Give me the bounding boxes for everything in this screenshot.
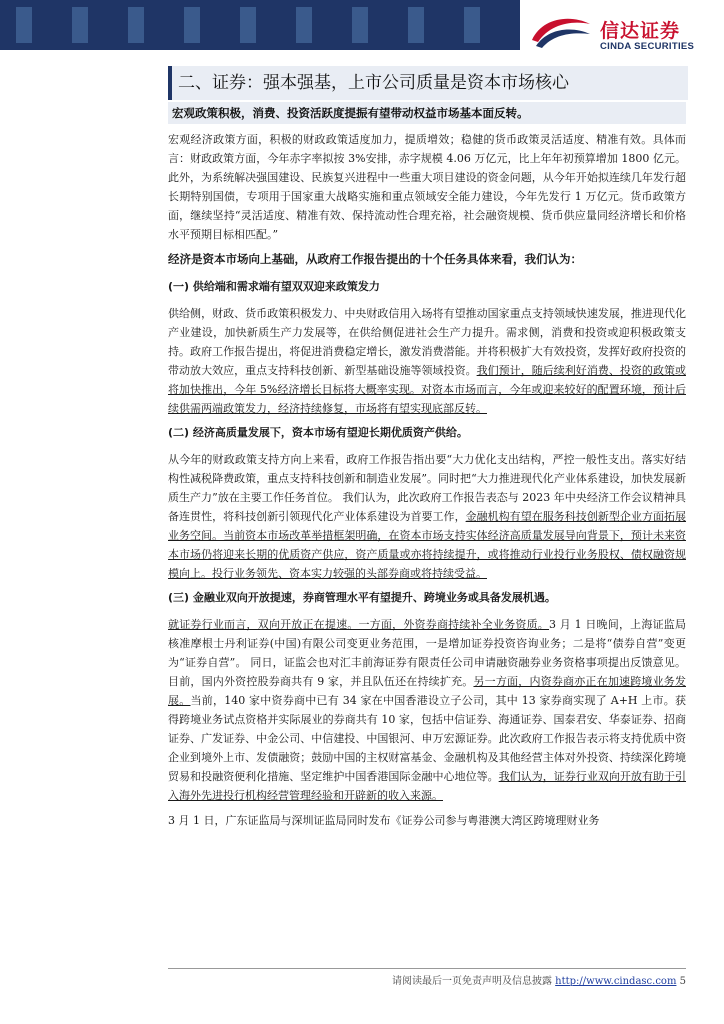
header-band-block: [184, 7, 200, 43]
footer-disclaimer: 请阅读最后一页免责声明及信息披露: [391, 976, 552, 987]
cinda-logo: [528, 14, 718, 54]
paragraph-text: 当前，140 家中资券商中已有 34 家在中国香港设立子公司，其中 13 家券商实现了 A+H 上市。获得跨境业务试点资格并实际展业的券商共有 10 家，包括中信证券、海通证券、国泰君安、华泰证券、招商证券、广发证券、中金公司、中信建投、中国银河、申万宏源证券。此次政府工作报告表示将支持优质中资企业到境外上市、发债融资；鼓励中国的主权财富基金、金融机构及其他经营主体对外投资、持续深化跨境贸易和投融资便利化措施、坚定维护中国香港国际金融中心地位等。: [168, 694, 687, 783]
underlined-conclusion: 我们预计，随后续利好消费、投资的政策或将加快推出，今年 5%经济增长目标将大概率实现。对资本市场而言，今年或迎来较好的配置环境，预计后续供需两端政策发力，经济持续修复，市场将有望实现底部反转。: [168, 364, 686, 415]
subheading-quality-assets: (二) 经济高质量发展下，资本市场有望迎长期优质资产供给。: [168, 426, 468, 439]
subheading-supply-demand: (一) 供给端和需求端有望双双迎来政策发力: [168, 280, 380, 293]
paragraph-text: 3 月 1 日晚间，上海证监局核准摩根士丹利证券(中国)有限公司变更业务范围，一是增加证券投资咨询业务；二是将“债券自营”变更为“证券自营”。 同日，证监会也对汇丰前海证券有限责任公司申请融资融券业务资格事项提出反馈意见。目前，国内外资控股券商共有 9 家，并且队伍还在持续扩充。: [168, 618, 686, 688]
report-content: [168, 102, 686, 836]
footer-website-link[interactable]: http://www.cindasc.com: [555, 976, 677, 987]
page-number: 5: [679, 976, 686, 987]
paragraph-macro-policy: 宏观经济政策方面，积极的财政政策适度加力，提质增效；稳健的货币政策灵活适度、精准有效。具体而言：财政政策方面，今年赤字率拟按 3%安排，赤字规模 4.06 万亿元，比上年年初预算增加 1800 亿元。此外，为系统解决强国建设、民族复兴进程中一些重大项目建设的资金问题，从今年开始拟连续几年发行超长期特别国债，专项用于国家重大战略实施和重点领域安全能力建设，今年先发行 1 万亿元。货币政策方面，继续坚持“灵活适度、精准有效、保持流动性合理充裕，社会融资规模、货币供应量同经济增长和价格水平预期目标相匹配。”: [168, 133, 686, 241]
page-footer: [300, 972, 686, 987]
header-band-block: [16, 7, 32, 43]
header-band-block: [72, 7, 88, 43]
header-band-block: [128, 7, 144, 43]
section-title: 二、证券：强本强基，上市公司质量是资本市场核心: [168, 66, 688, 100]
header-band-block: [352, 7, 368, 43]
underlined-text: 另一方面，内资券商亦正在加速跨境业务发展。: [168, 675, 686, 707]
header-band: [0, 0, 520, 50]
paragraph-greater-bay-area: 3 月 1 日，广东证监局与深圳证监局同时发布《证券公司参与粤港澳大湾区跨境理财业务: [168, 814, 600, 827]
logo-name-cn: 信达证券: [600, 20, 681, 42]
underlined-text: 就证券行业而言，双向开放正在提速。一方面，外资券商持续补全业务资质。: [168, 618, 550, 631]
logo-name-en: CINDA SECURITIES: [600, 41, 695, 52]
subheading-opening-up: (三) 金融业双向开放提速，券商管理水平有望提升、跨境业务或具备发展机遇。: [168, 591, 556, 604]
lead-summary: 宏观政策积极，消费、投资活跃度提振有望带动权益市场基本面反转。: [168, 102, 686, 124]
paragraph-quality-assets: [168, 450, 686, 583]
paragraph-opening-up: [168, 615, 686, 805]
header-band-block: [464, 7, 480, 43]
cinda-logo-mark-icon: [528, 14, 594, 52]
paragraph-supply-demand: [168, 304, 686, 418]
paragraph-text: 从今年的财政政策支持方向上来看，政府工作报告指出要“大力优化支出结构，严控一般性支出。落实好结构性减税降费政策，重点支持科技创新和制造业发展”。同时把“大力推进现代化产业体系建设，加快发展新质生产力”放在主要工作任务首位。 我们认为，此次政府工作报告表态与 2023 年中央经济工作会议精神具备连贯性，将科技创新引领现代化产业体系建设为首要工作，: [168, 453, 686, 523]
header-band-block: [296, 7, 312, 43]
intro-heading: 经济是资本市场向上基础，从政府工作报告提出的十个任务具体来看，我们认为：: [168, 252, 582, 266]
header-band-block: [240, 7, 256, 43]
paragraph-text: 供给侧，财政、货币政策积极发力、中央财政信用入场将有望推动国家重点支持领域快速发展，推进现代化产业建设，加快新质生产力发展等，在供给侧促进社会生产力提升。需求侧，消费和投资或迎积极政策支持。政府工作报告提出，将促进消费稳定增长，激发消费潜能。并将积极扩大有效投资，发挥好政府投资的带动放大效应，重点支持科技创新、新型基础设施等领域投资。: [168, 307, 686, 377]
underlined-conclusion: 金融机构有望在服务科技创新型企业方面拓展业务空间。当前资本市场改革举措框架明确，在资本市场支持实体经济高质量发展导向背景下，预计未来资本市场仍将迎来长期的优质资产供应，资产质量或亦将持续提升，或将推动行业投行业务股权、债权融资规模向上。投行业务领先、资本实力较强的头部券商或将持续受益。: [168, 510, 687, 580]
footer-divider: [168, 968, 686, 969]
header-band-block: [408, 7, 424, 43]
underlined-conclusion: 我们认为，证券行业双向开放有助于引入海外先进投行机构经营管理经验和开辟新的收入来源。: [168, 770, 687, 802]
